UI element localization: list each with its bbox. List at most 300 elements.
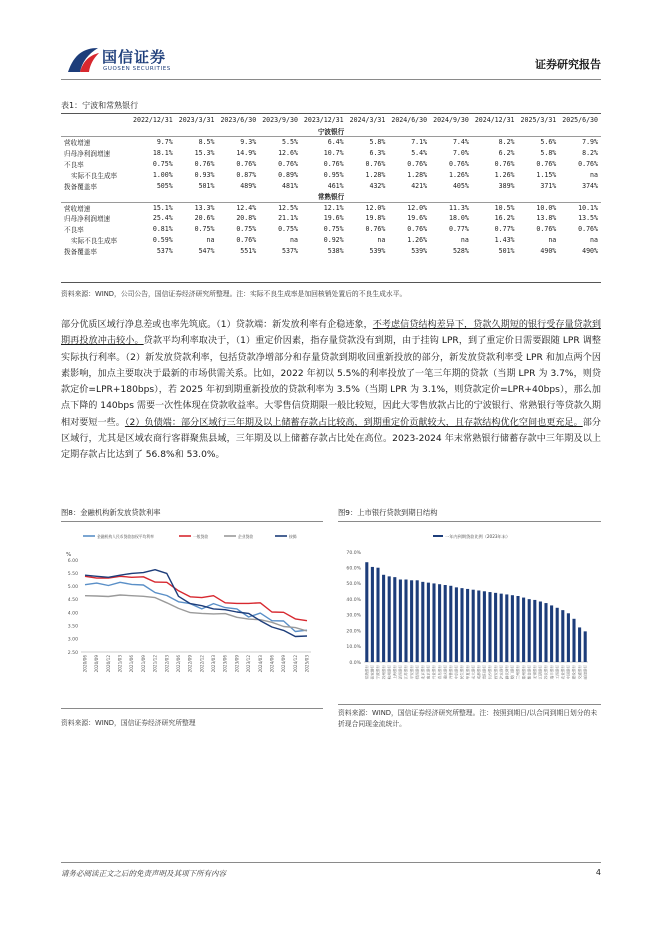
y-axis-unit-label: % — [66, 552, 72, 558]
legend-label: 一年内到期贷款比例（2023年末） — [445, 534, 511, 539]
table-cell: 0.75% — [152, 160, 173, 168]
table-cell: 537% — [282, 247, 298, 256]
figure9-title: 图9：上市银行贷款到期日结构 — [338, 508, 438, 517]
table-column-header: 2023/12/31 — [303, 116, 344, 125]
table-cell: 20.8% — [236, 214, 257, 223]
table-cell: 0.75% — [236, 225, 257, 234]
bar — [505, 594, 508, 662]
y-tick-label: 20.0% — [346, 629, 361, 635]
table-cell: na — [548, 236, 557, 245]
table-cell: 12.4% — [217, 202, 259, 213]
x-tick-label: 北京银行 — [421, 665, 425, 680]
table-cell: 0.76% — [236, 236, 257, 245]
table-cell: 19.6% — [407, 214, 428, 223]
figure9-top-divider — [338, 521, 601, 522]
bar — [533, 600, 536, 662]
bar — [460, 588, 463, 662]
table-cell: 10.5% — [472, 202, 518, 213]
bar — [427, 583, 430, 662]
x-tick-label: 西安银行 — [493, 665, 498, 680]
y-tick-label: 50.0% — [346, 582, 361, 588]
bar — [556, 608, 559, 662]
table-cell: 10.1% — [559, 202, 601, 213]
table-cell: 0.76% — [365, 160, 386, 168]
y-tick-label: 3.00 — [67, 637, 78, 643]
table-cell: 6.3% — [369, 149, 386, 158]
table-cell: 0.89% — [278, 170, 298, 179]
table-cell: 505% — [156, 181, 173, 190]
figure8-top-divider — [61, 521, 323, 522]
table-cell: 15.1% — [130, 202, 176, 213]
table-group-row — [61, 126, 601, 137]
table-cell: 19.8% — [365, 214, 386, 223]
table-row-label: 营收增速 — [61, 202, 130, 213]
x-tick-label: 工商银行 — [555, 665, 560, 680]
table-cell: 0.76% — [578, 225, 598, 234]
table-cell: 1.26% — [494, 170, 515, 179]
table-cell: 5.6% — [518, 137, 560, 148]
table-column-header: 2022/12/31 — [133, 116, 173, 125]
table-row — [61, 180, 601, 191]
table-cell: 405% — [452, 181, 469, 190]
table-row — [61, 235, 601, 246]
x-tick-label: 兴业银行 — [432, 665, 437, 680]
table-cell: 20.6% — [194, 214, 215, 223]
table-cell: 551% — [240, 247, 257, 256]
bar — [416, 580, 419, 662]
x-tick-label: 招商银行 — [415, 665, 420, 680]
y-tick-label: 40.0% — [346, 597, 361, 603]
bar — [376, 568, 379, 662]
table-row-label: 实际不良生成率 — [71, 237, 118, 246]
table-row — [61, 159, 601, 170]
y-tick-label: 5.00 — [67, 585, 78, 591]
bar — [432, 583, 435, 662]
x-tick-label: 郑州银行 — [521, 665, 526, 680]
x-tick-label: 2021/06 — [129, 655, 135, 673]
table-column-header: 2023/3/31 — [178, 116, 215, 125]
x-tick-label: 贵阳银行 — [482, 665, 487, 680]
x-tick-label: 重庆银行 — [443, 665, 448, 680]
table-cell: 490% — [582, 247, 598, 256]
table-cell: 13.5% — [578, 214, 598, 223]
table-cell: 0.76% — [536, 225, 557, 234]
table-cell: 8.2% — [582, 149, 598, 158]
bar — [388, 576, 391, 662]
table-title: 表1：宁波和常熟银行 — [61, 101, 139, 110]
bar — [393, 577, 396, 662]
x-tick-label: 长沙银行 — [488, 665, 493, 680]
bar — [444, 585, 447, 662]
x-tick-label: 青岛银行 — [437, 665, 442, 680]
x-tick-label: 建设银行 — [572, 665, 577, 680]
table-cell: 539% — [369, 247, 386, 256]
footer-disclaimer: 请务必阅读正文之后的免责声明及其项下所有内容 — [61, 869, 226, 878]
table-cell: 481% — [282, 181, 298, 190]
table-row — [61, 137, 601, 148]
table-cell: 432% — [369, 181, 386, 190]
table-cell: 1.28% — [365, 170, 386, 179]
table-cell: 0.76% — [236, 160, 257, 168]
x-tick-label: 苏州银行 — [381, 665, 386, 680]
para-text-3: 部分区域行，尤其是区域农商行客群聚焦县域，三年期及以上储蓄存款占比处在高位。2023-2024 年末常熟银行储蓄存款中三年期及以上定期存款占比达到了 56.8%和 53.0%。 — [61, 417, 601, 461]
table-header-row — [61, 115, 601, 126]
table-cell: 0.93% — [194, 170, 215, 179]
table-row-label: 归母净利润增速 — [64, 150, 111, 159]
table-cell: 6.2% — [498, 149, 515, 158]
table-cell: 10.0% — [518, 202, 560, 213]
table-cell: 6.4% — [301, 137, 347, 148]
table-cell: na — [460, 236, 469, 245]
bar — [472, 590, 475, 662]
table-column-header: 2024/9/30 — [433, 116, 469, 125]
table-cell: 7.0% — [452, 149, 469, 158]
x-tick-label: 齐鲁银行 — [449, 665, 453, 680]
legend-label: 按揭 — [289, 534, 297, 539]
x-tick-label: 2020/12 — [105, 655, 111, 673]
table-column-header: 2025/6/30 — [562, 116, 598, 125]
x-tick-label: 交通银行 — [577, 665, 582, 680]
y-tick-label: 10.0% — [346, 645, 361, 651]
table-cell: 490% — [540, 247, 557, 256]
table-cell: 0.75% — [323, 225, 344, 234]
table-cell: 7.4% — [430, 137, 472, 148]
bar — [511, 595, 514, 662]
bar — [544, 603, 547, 662]
x-tick-label: 2023/03 — [211, 655, 217, 673]
table-cell: 0.76% — [494, 160, 515, 168]
table-column-header: 2023/9/30 — [262, 116, 298, 125]
para-underline-2: （2）负债端：部分区域行三年期及以上储蓄存款占比较高，到期重定价贡献较大，且存款结构优化空间也更充足。 — [124, 417, 583, 428]
bar — [578, 627, 581, 662]
x-tick-label: 杭州银行 — [387, 665, 392, 680]
table-cell: 501% — [498, 247, 515, 256]
table-cell: 12.0% — [347, 202, 389, 213]
bar — [382, 575, 385, 662]
bar — [449, 586, 452, 662]
x-tick-label: 宁波银行 — [376, 665, 381, 680]
table-row-label: 实际不良生成率 — [71, 171, 118, 180]
bar — [550, 605, 553, 662]
figure8-source-note: 资料来源：WIND，国信证券经济研究所整理 — [61, 719, 196, 727]
table-cell: 9.7% — [130, 137, 176, 148]
bar — [500, 594, 503, 662]
bar — [365, 562, 368, 662]
table-cell: 0.76% — [536, 160, 557, 168]
figure8-title: 图8：金融机构新发放贷款利率 — [61, 508, 161, 517]
table-cell: 538% — [327, 247, 344, 256]
table-cell: 1.26% — [448, 170, 469, 179]
table-cell: 15.3% — [194, 149, 215, 158]
bar — [572, 619, 575, 662]
y-tick-label: 4.00 — [67, 611, 78, 617]
table-cell: na — [590, 170, 598, 179]
table-cell: 374% — [582, 181, 598, 190]
loan-maturity-bar-chart — [338, 530, 601, 698]
table-cell: 421% — [411, 181, 428, 190]
table-cell: na — [206, 236, 215, 245]
x-tick-label: 华夏银行 — [465, 665, 470, 680]
y-tick-label: 0.0% — [349, 660, 361, 666]
x-tick-label: 邮储银行 — [583, 665, 588, 680]
table-cell: 547% — [198, 247, 215, 256]
y-tick-label: 30.0% — [346, 613, 361, 619]
legend-label: 一般贷款 — [193, 534, 209, 539]
table-cell: 461% — [327, 181, 344, 190]
report-type-label: 证券研究报告 — [535, 58, 601, 71]
table-cell: 0.77% — [448, 225, 469, 234]
table-row — [61, 169, 601, 180]
table-row-label: 不良率 — [64, 161, 84, 169]
table-cell: 489% — [240, 181, 257, 190]
x-tick-label: 2020/09 — [94, 655, 100, 673]
table-cell: 0.76% — [407, 160, 428, 168]
table-cell: 539% — [411, 247, 428, 256]
x-tick-label: 苏农银行 — [544, 665, 549, 680]
bar — [528, 599, 531, 662]
bar — [567, 613, 570, 662]
table-cell: 0.76% — [365, 225, 386, 234]
table-group-label: 常熟银行 — [317, 193, 345, 202]
table-cell: 8.2% — [472, 137, 518, 148]
x-tick-label: 瑞丰银行 — [549, 665, 554, 680]
bar — [539, 602, 542, 663]
x-tick-label: 中国银行 — [566, 665, 571, 680]
table-cell: 5.4% — [411, 149, 428, 158]
bar — [371, 567, 374, 662]
table-cell: 371% — [540, 181, 557, 190]
table-row — [61, 148, 601, 159]
x-tick-label: 江苏银行 — [404, 665, 409, 680]
bar — [421, 582, 424, 662]
table-cell: 0.76% — [323, 160, 344, 168]
table-cell: na — [289, 236, 298, 245]
table-column-header: 2024/12/31 — [474, 116, 515, 125]
table-cell: 1.43% — [494, 236, 515, 245]
figure8-bottom-divider — [61, 708, 323, 709]
table-cell: 1.15% — [536, 170, 557, 179]
x-tick-label: 民生银行 — [460, 665, 465, 680]
bar — [455, 587, 458, 662]
x-tick-label: 2024/06 — [269, 655, 275, 673]
table-cell: 18.1% — [152, 149, 173, 158]
x-tick-label: 浙商银行 — [398, 665, 403, 680]
table-group-row — [61, 191, 601, 202]
table-row — [61, 202, 601, 213]
bar — [399, 580, 402, 663]
table-cell: 0.75% — [278, 225, 298, 234]
page-number: 4 — [595, 868, 601, 877]
x-tick-label: 兰州银行 — [516, 665, 521, 680]
table-cell: 1.26% — [407, 236, 428, 245]
table-cell: 9.3% — [217, 137, 259, 148]
series-line — [85, 595, 307, 631]
bar — [584, 631, 587, 662]
table-cell: 25.4% — [152, 214, 173, 223]
table-cell: 13.3% — [176, 202, 218, 213]
table-cell: 8.5% — [176, 137, 218, 148]
x-tick-label: 上海银行 — [393, 665, 397, 680]
y-tick-label: 4.50 — [67, 598, 78, 604]
bank-metrics-table — [61, 115, 601, 257]
legend-label: 企业贷款 — [238, 534, 254, 539]
table-cell: 14.9% — [236, 149, 257, 158]
table-cell: 0.92% — [323, 236, 344, 245]
table-bottom-divider — [61, 282, 601, 283]
x-tick-label: 2024/12 — [292, 655, 298, 673]
table-cell: 0.76% — [448, 160, 469, 168]
header-divider — [61, 79, 601, 80]
x-tick-label: 南京银行 — [426, 665, 431, 680]
table-cell: 528% — [452, 247, 469, 256]
y-tick-label: 3.50 — [67, 624, 78, 630]
table-row-label: 归母净利润增速 — [64, 215, 111, 224]
table-cell: 0.59% — [152, 236, 173, 245]
series-line — [85, 570, 307, 637]
bar — [483, 591, 486, 662]
y-tick-label: 2.50 — [67, 650, 78, 656]
table-cell: 0.87% — [236, 170, 257, 179]
table-cell: 19.6% — [323, 214, 344, 223]
table-cell: 0.81% — [152, 225, 173, 234]
table-cell: 5.5% — [259, 137, 301, 148]
table-cell: na — [590, 236, 598, 245]
x-tick-label: 2023/12 — [246, 655, 252, 673]
bar — [516, 596, 519, 662]
table-column-header: 2023/6/30 — [220, 116, 257, 125]
table-cell: 0.95% — [323, 170, 344, 179]
x-tick-label: 江阴银行 — [538, 665, 543, 680]
para-underline-1: 不考虑信贷结构差异下，贷款久期短的银行受存量贷款到期再投放冲击较小。 — [61, 320, 601, 347]
table-cell: 0.76% — [278, 160, 298, 168]
x-tick-label: 光大银行 — [471, 665, 476, 680]
y-tick-label: 60.0% — [346, 566, 361, 572]
table-row-label: 拨备覆盖率 — [64, 248, 97, 257]
bar — [477, 591, 480, 663]
guosen-logo-mark-icon — [66, 46, 100, 76]
logo-name: 国信证券 — [102, 48, 167, 66]
table-cell: 0.75% — [194, 225, 215, 234]
table-cell: 7.1% — [388, 137, 430, 148]
table-cell: 18.0% — [448, 214, 469, 223]
table-cell: 12.0% — [388, 202, 430, 213]
table-source-note: 资料来源：WIND，公司公告，国信证券经济研究所整理。注：实际不良生成率是加回核销处置后的不良生成水平。 — [61, 290, 407, 298]
x-tick-label: 2025/03 — [304, 655, 310, 673]
x-tick-label: 2020/06 — [82, 655, 88, 673]
x-tick-label: 平安银行 — [409, 665, 414, 680]
table-column-header: 2024/6/30 — [391, 116, 428, 125]
legend-swatch — [433, 535, 443, 537]
table-cell: 13.8% — [536, 214, 557, 223]
x-tick-label: 沪农商行 — [499, 665, 504, 680]
y-tick-label: 5.50 — [67, 571, 78, 577]
table-cell: 12.5% — [259, 202, 301, 213]
table-cell: 0.76% — [194, 160, 215, 168]
bar — [488, 592, 491, 662]
table-column-header: 2025/3/31 — [520, 116, 557, 125]
bar — [561, 610, 564, 662]
series-line — [85, 582, 307, 631]
table-header-corner — [61, 115, 130, 126]
x-tick-label: 2021/09 — [140, 655, 146, 673]
table-cell: 16.2% — [494, 214, 515, 223]
x-tick-label: 中信银行 — [454, 665, 459, 680]
x-tick-label: 2023/06 — [222, 655, 228, 673]
bar — [466, 589, 469, 662]
x-tick-label: 2024/09 — [281, 655, 287, 673]
body-paragraph — [61, 317, 601, 464]
table-top-divider — [61, 113, 601, 114]
bar — [410, 580, 413, 662]
table-group-label: 宁波银行 — [317, 128, 345, 137]
table-cell: 1.28% — [407, 170, 428, 179]
bar — [404, 580, 407, 663]
table-cell: 537% — [156, 247, 173, 256]
logo-english-name: GUOSEN SECURITIES — [103, 66, 171, 72]
table-row — [61, 224, 601, 235]
x-tick-label: 张家港行 — [370, 665, 375, 680]
bar — [494, 593, 497, 662]
table-cell: 0.76% — [407, 225, 428, 234]
loan-rate-line-chart — [61, 530, 323, 698]
x-tick-label: 农业银行 — [561, 665, 565, 680]
table-cell: 1.00% — [152, 170, 173, 179]
x-tick-label: 紫金银行 — [527, 665, 532, 680]
x-tick-label: 常熟银行 — [365, 665, 369, 680]
x-tick-label: 厦门银行 — [510, 665, 515, 680]
bar — [438, 584, 441, 662]
x-tick-label: 2022/12 — [199, 655, 205, 673]
table-cell: 0.77% — [494, 225, 515, 234]
x-tick-label: 2022/03 — [164, 655, 170, 673]
y-tick-label: 6.00 — [67, 558, 78, 564]
table-cell: 5.8% — [347, 137, 389, 148]
para-text-2: 贷款平均利率取决于，（1）重定价因素，指存量贷款没有到期，由于挂钩 LPR，到了重定价日需要跟随 LPR 调整实际执行利率。（2）新发放贷款利率，包括贷款净增部分和存量贷款到期收回重新投放的部分，新发放贷款利率受 LPR 和加点两个因素影响，加点主要取决于最新的市场供需关系。比如，2022 年初以 5.5%的利率投放了一笔三年期的贷款（当期 LPR 为 3.7%，则贷款定价=LPR+180bps），若 2025 年初到期重新投放的贷款利率为 3.5%（当期 LPR 为 3.1%，则贷款定价=LPR+40bps），那么加点下降的 140bps 需要一次性体现在贷款收益率。大零售信贷期限一般比较短，因此大零售放款占比的宁波银行、常熟银行等贷款久期相对要短一些。 — [61, 336, 601, 428]
table-cell: 12.1% — [301, 202, 347, 213]
table-row-label: 拨备覆盖率 — [64, 182, 97, 191]
table-cell: 501% — [198, 181, 215, 190]
figure9-bottom-divider — [338, 704, 601, 705]
page-header — [0, 0, 662, 88]
x-tick-label: 2023/09 — [234, 655, 240, 673]
table-cell: 21.1% — [278, 214, 298, 223]
figure9-source-note: 资料来源：WIND，国信证券经济研究所整理。注：按照到期日/以合同到期日划分的未折现合同现金流统计。 — [338, 709, 598, 728]
x-tick-label: 2022/09 — [187, 655, 193, 673]
x-tick-label: 成都银行 — [477, 665, 481, 680]
x-tick-label: 2022/06 — [175, 655, 181, 673]
para-text-1: 部分优质区域行净息差或也率先筑底。（1）贷款端：新发放利率有企稳迹象， — [61, 320, 373, 330]
x-tick-label: 渝农商行 — [505, 665, 509, 680]
table-cell: na — [377, 236, 386, 245]
x-tick-label: 无锡银行 — [533, 665, 537, 680]
table-row — [61, 246, 601, 257]
x-tick-label: 2021/12 — [152, 655, 158, 673]
table-column-header: 2024/3/31 — [349, 116, 386, 125]
table-cell: 5.8% — [540, 149, 557, 158]
guosen-logo — [66, 46, 186, 80]
bar — [522, 598, 525, 662]
table-cell: 389% — [498, 181, 515, 190]
table-row — [61, 213, 601, 224]
table-cell: 7.9% — [559, 137, 601, 148]
x-tick-label: 2024/03 — [257, 655, 263, 673]
y-tick-label: 70.0% — [346, 550, 361, 556]
table-cell: 0.76% — [578, 160, 598, 168]
table-row-label: 营收增速 — [61, 137, 130, 148]
footer-divider — [61, 862, 601, 863]
legend-label: 金融机构人民币贷款加权平均利率 — [97, 534, 154, 539]
table-row-label: 不良率 — [64, 226, 84, 235]
